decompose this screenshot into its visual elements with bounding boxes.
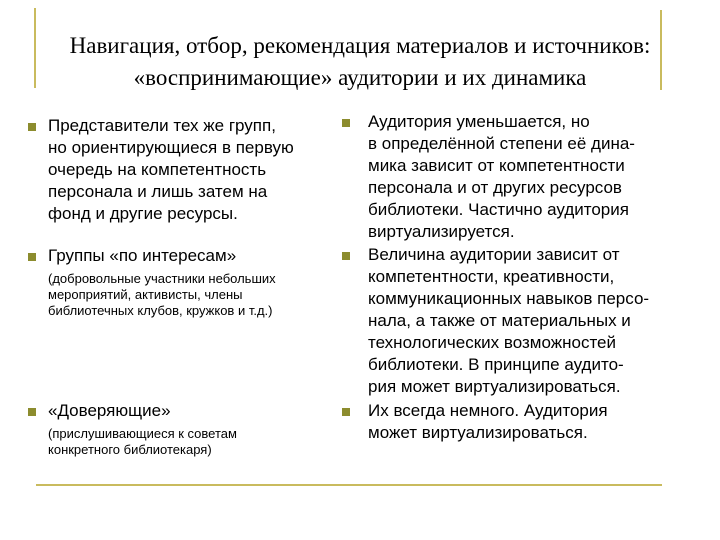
square-bullet-icon	[28, 253, 36, 261]
slide-title-line-1: Навигация, отбор, рекомендация материалов и источников:	[69, 33, 651, 58]
slide-title-line-2: «воспринимающие» аудитории и их динамика	[133, 65, 587, 90]
right-item-1	[368, 111, 708, 243]
slide-title	[10, 30, 710, 94]
left-item-2-sub-line: библиотечных клубов, кружков и т.д.)	[48, 303, 273, 318]
square-bullet-icon	[342, 252, 350, 260]
square-bullet-icon	[28, 408, 36, 416]
left-item-1-line: Представители тех же групп,	[48, 116, 276, 135]
left-item-3-sub	[48, 426, 348, 458]
right-item-2-line: технологических возможностей	[368, 333, 616, 352]
left-item-3-sub-line: конкретного библиотекаря)	[48, 442, 212, 457]
left-item-2-sub-line: мероприятий, активисты, члены	[48, 287, 243, 302]
left-item-3-sub-line: (прислушивающиеся к советам	[48, 426, 237, 441]
right-item-1-line: в определённой степени её дина-	[368, 134, 635, 153]
right-item-2-line: компетентности, креативности,	[368, 267, 615, 286]
right-item-1-line: виртуализируется.	[368, 222, 515, 241]
right-item-1-line: персонала и от других ресурсов	[368, 178, 622, 197]
right-item-2	[368, 244, 708, 398]
left-item-1-line: фонд и другие ресурсы.	[48, 204, 238, 223]
right-item-3-line: Их всегда немного. Аудитория	[368, 401, 608, 420]
right-item-1-line: Аудитория уменьшается, но	[368, 112, 590, 131]
left-item-1-line: персонала и лишь затем на	[48, 182, 268, 201]
square-bullet-icon	[342, 119, 350, 127]
right-item-1-line: мика зависит от компетентности	[368, 156, 625, 175]
left-item-2-sub-line: (добровольные участники небольших	[48, 271, 276, 286]
left-item-1-line: но ориентирующиеся в первую	[48, 138, 294, 157]
right-item-1-line: библиотеки. Частично аудитория	[368, 200, 629, 219]
right-item-2-line: рия может виртуализироваться.	[368, 377, 621, 396]
right-item-2-line: коммуникационных навыков персо-	[368, 289, 650, 308]
left-item-2	[48, 245, 348, 319]
left-item-2-sub	[48, 271, 348, 319]
decorative-rule-bottom	[36, 484, 662, 486]
left-item-3	[48, 400, 348, 458]
left-item-3-main: «Доверяющие»	[48, 401, 171, 420]
right-item-2-line: Величина аудитории зависит от	[368, 245, 620, 264]
square-bullet-icon	[342, 408, 350, 416]
right-item-2-line: нала, а также от материальных и	[368, 311, 631, 330]
right-item-2-line: библиотеки. В принципе аудито-	[368, 355, 624, 374]
left-item-2-main: Группы «по интересам»	[48, 246, 237, 265]
left-item-1	[48, 115, 348, 225]
right-item-3	[368, 400, 708, 444]
square-bullet-icon	[28, 123, 36, 131]
right-item-3-line: может виртуализироваться.	[368, 423, 588, 442]
left-item-1-line: очередь на компетентность	[48, 160, 267, 179]
